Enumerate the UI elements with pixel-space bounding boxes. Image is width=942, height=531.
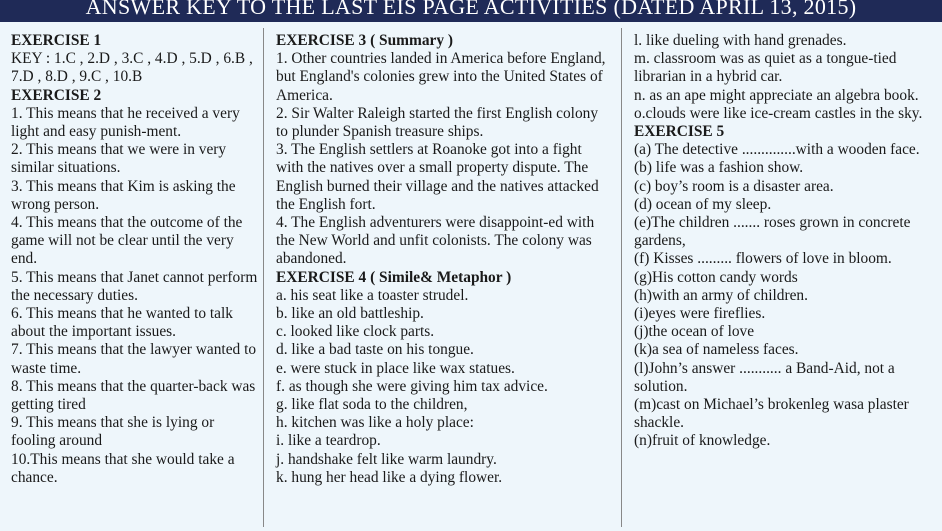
answer-line: (n)fruit of knowledge. (634, 432, 771, 450)
answer-line: (f) Kisses ......... flowers of love in bloom. (634, 250, 892, 268)
answer-line: (g)His cotton candy words (634, 268, 798, 286)
answer-line: 2. Sir Walter Raleigh started the first English colony to plunder Spanish treasure ships. (276, 104, 599, 141)
exercise-heading: EXERCISE 5 (634, 123, 725, 141)
answer-line: (k)a sea of nameless faces. (634, 341, 799, 359)
answer-line: 4. The English adventurers were disappoint-ed with the New World and unfit colonists. The colony was abandoned. (276, 214, 595, 268)
page-banner: ANSWER KEY TO THE LAST EIS PAGE ACTIVITIES (DATED APRIL 13, 2015) (0, 0, 942, 22)
answer-line: (a) The detective ..............with a wooden face. (634, 141, 920, 159)
answer-line: 9. This means that she is lying or fooling around (11, 414, 215, 450)
answer-line: 8. This means that the quarter-back was getting tired (11, 377, 256, 414)
answer-line: 1. Other countries landed in America before England, but England's colonies grew into the United States of America. (276, 50, 606, 104)
answer-line: (d) ocean of my sleep. (634, 195, 772, 213)
answer-key-body (0, 22, 942, 531)
answer-line: KEY : 1.C , 2.D , 3.C , 4.D , 5.D , 6.B , 7.D , 8.D , 9.C , 10.B (11, 50, 253, 86)
answer-line: m. classroom was as quiet as a tongue-tied librarian in a hybrid car. (634, 50, 897, 86)
answer-line: (l)John’s answer ........... a Band-Aid, not a solution. (634, 359, 895, 395)
answer-line: (c) boy’s room is a disaster area. (634, 177, 834, 195)
column-divider (621, 28, 622, 527)
column-3 (634, 32, 940, 451)
answer-line: (i)eyes were fireflies. (634, 305, 766, 323)
exercise-heading: EXERCISE 3 ( Summary ) (276, 32, 454, 49)
answer-line: 5. This means that Janet cannot perform the necessary duties. (11, 268, 258, 304)
answer-line: h. kitchen was like a holy place: (276, 414, 474, 432)
exercise-heading: EXERCISE 1 (11, 32, 102, 49)
answer-line: i. like a teardrop. (276, 432, 381, 450)
answer-line: 1. This means that he received a very light and easy punish-ment. (11, 104, 240, 141)
answer-line: 7. This means that the lawyer wanted to waste time. (11, 341, 257, 377)
answer-line: k. hung her head like a dying flower. (276, 468, 503, 486)
column-1 (11, 32, 259, 487)
answer-line: (b) life was a fashion show. (634, 159, 804, 177)
answer-line: 3. The English settlers at Roanoke got into a fight with the natives over a small property dispute. The English burned their village and the natives attacked the English fort. (276, 141, 599, 213)
answer-line: (m)cast on Michael’s brokenleg wasa plaster shackle. (634, 396, 909, 432)
column-2 (276, 32, 612, 487)
answer-line: o.clouds were like ice-cream castles in the sky. (634, 104, 923, 122)
answer-line: j. handshake felt like warm laundry. (276, 450, 497, 468)
answer-line: (j)the ocean of love (634, 323, 755, 341)
column-divider (263, 28, 264, 527)
answer-line: 4. This means that the outcome of the game will not be clear until the very end. (11, 214, 243, 268)
answer-line: (h)with an army of children. (634, 286, 808, 304)
answer-line: 10.This means that she would take a chance. (11, 450, 235, 486)
answer-line: d. like a bad taste on his tongue. (276, 341, 474, 359)
answer-line: (e)The children ....... roses grown in concrete gardens, (634, 214, 911, 250)
exercise-heading: EXERCISE 4 ( Simile& Metaphor ) (276, 268, 512, 286)
answer-line: l. like dueling with hand grenades. (634, 32, 847, 49)
answer-line: b. like an old battleship. (276, 305, 424, 323)
answer-line: n. as an ape might appreciate an algebra book. (634, 86, 919, 104)
answer-line: c. looked like clock parts. (276, 323, 435, 341)
answer-line: g. like flat soda to the children, (276, 396, 468, 414)
exercise-heading: EXERCISE 2 (11, 86, 102, 104)
answer-line: a. his seat like a toaster strudel. (276, 286, 469, 304)
answer-line: e. were stuck in place like wax statues. (276, 359, 515, 377)
answer-line: 6. This means that he wanted to talk about the important issues. (11, 305, 233, 341)
answer-line: 3. This means that Kim is asking the wrong person. (11, 177, 236, 213)
answer-line: f. as though she were giving him tax advice. (276, 377, 548, 395)
answer-line: 2. This means that we were in very similar situations. (11, 141, 227, 177)
